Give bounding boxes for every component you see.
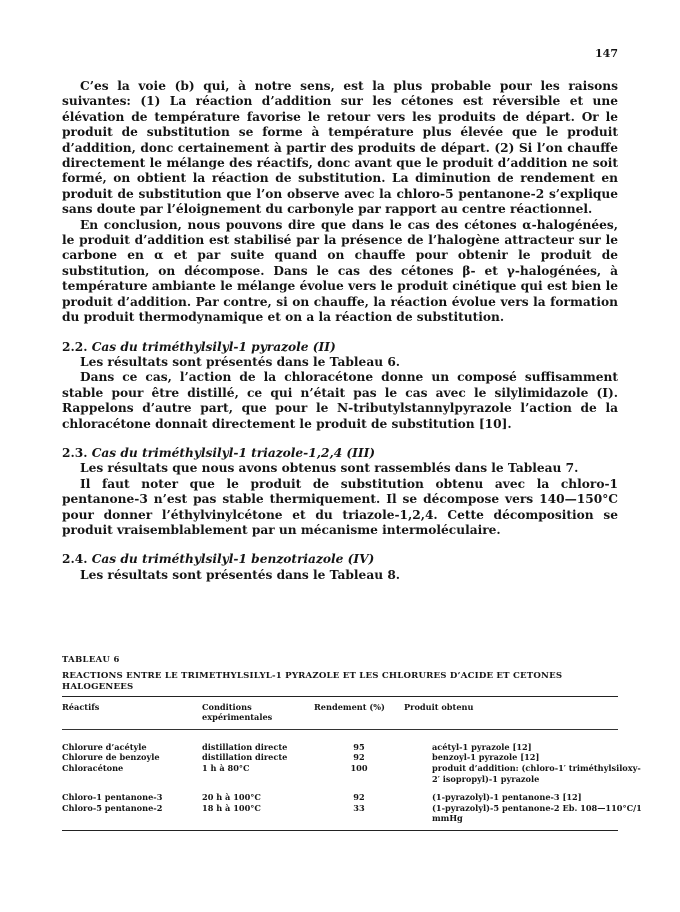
column-header: Produit obtenu (404, 701, 474, 712)
results-table-body (62, 730, 646, 824)
paragraph: Il faut noter que le produit de substitution obtenu avec la chloro-1 pentanone-3 n’est pas stable thermiquement. Il se décompose vers 140—150°C pour donner l’éthylvinylcétone et du triazole-1,2,4. Cette décomposition se produit vraisemblablement par un mécanisme intermoléculaire. (62, 476, 618, 537)
table-cell: Chlorure de benzoyle (62, 752, 160, 763)
section-title: Cas du triméthylsilyl-1 benzotriazole (IV) (91, 552, 375, 567)
column-header: Réactifs (62, 701, 100, 712)
table-cell: produit d’addition: (chloro-1′ triméthylsiloxy-2′ isopropyl)-1 pyrazole (432, 762, 641, 784)
table-row (62, 752, 646, 763)
paragraph: C’es la voie (b) qui, à notre sens, est la plus probable pour les raisons suivantes: (1) La réaction d’addition sur les cétones est réversible et une élévation de température favorise le retour vers les produits de départ. Or le produit de substitution se forme à température plus élevée que le produit d’addition, donc certainement à partir des produits de départ. (2) Si l’on chauffe directement le mélange des réactifs, donc avant que le produit d’addition ne soit formé, on obtient la réaction de substitution. La diminution de rendement en produit de substitution que l’on observe avec la chloro-5 pentanone-2 s’explique sans doute par l’éloignement du carbonyle par rapport au centre réactionnel. (62, 79, 618, 217)
table-cell: Chloro-5 pentanone-2 (62, 802, 163, 813)
table-row (62, 803, 646, 824)
column-header: Conditions expérimentales (202, 701, 273, 723)
paragraph: Les résultats que nous avons obtenus sont rassemblés dans le Tableau 7. (80, 461, 579, 476)
table-cell: acétyl-1 pyrazole [12] (432, 741, 532, 752)
section-heading-2-2 (62, 340, 618, 355)
table-row (62, 730, 646, 753)
table-cell: 33 (353, 802, 365, 813)
table-6 (62, 654, 642, 831)
section-number: 2.4. (62, 552, 88, 567)
body-text (62, 79, 618, 583)
section-heading-2-4 (62, 552, 618, 567)
table-row (62, 784, 646, 803)
table-cell: distillation directe (202, 741, 288, 752)
paragraph: Dans ce cas, l’action de la chloracétone donne un composé suffisamment stable pour être distillé, ce qui n’était pas le cas avec le silylimidazole (I). Rappelons d’autre part, que pour le N-tributylstannylpyrazole l’action de la chloracétone donnait directement le produit de substitution [10]. (62, 370, 618, 431)
table-title: REACTIONS ENTRE LE TRIMETHYLSILYL-1 PYRAZOLE ET LES CHLORURES D’ACIDE ET CETONES HALOGENEES (62, 670, 563, 692)
paragraph: En conclusion, nous pouvons dire que dans le cas des cétones α-halogénées, le produit d’addition est stabilisé par la présence de l’halogène attracteur sur le carbone en α et par suite quand on chauffe pour obtenir le produit de substitution, on décompose. Dans le cas des cétones β- et γ-halogénées, à température ambiante le mélange évolue vers le produit cinétique qui est bien le produit d’addition. Par contre, si on chauffe, la réaction évolue vers la formation du produit thermodynamique et on a la réaction de substitution. (62, 217, 618, 325)
section-title: Cas du triméthylsilyl-1 triazole-1,2,4 (III) (91, 445, 376, 460)
column-header: Rendement (%) (314, 701, 385, 712)
results-table (62, 697, 618, 729)
table-row (62, 763, 646, 784)
page-number: 147 (595, 47, 618, 60)
table-header-row (62, 697, 618, 729)
table-cell: Chloro-1 pentanone-3 (62, 792, 163, 803)
table-cell: (1-pyrazolyl)-1 pentanone-3 [12] (432, 792, 582, 803)
table-cell: 18 h à 100°C (202, 802, 261, 813)
section-title: Cas du triméthylsilyl-1 pyrazole (II) (91, 339, 336, 354)
table-cell: 20 h à 100°C (202, 792, 261, 803)
table-cell: 95 (353, 741, 365, 752)
table-cell: distillation directe (202, 752, 288, 763)
table-cell: 92 (353, 792, 365, 803)
section-number: 2.3. (62, 445, 88, 460)
table-cell: 1 h à 80°C (202, 762, 250, 773)
table-bottom-rule (62, 830, 618, 831)
table-cell: 92 (353, 752, 365, 763)
table-cell: 100 (350, 762, 368, 773)
table-cell: Chlorure d’acétyle (62, 741, 147, 752)
paragraph: Les résultats sont présentés dans le Tableau 8. (80, 567, 401, 582)
section-heading-2-3 (62, 446, 618, 461)
section-number: 2.2. (62, 339, 88, 354)
table-cell: benzoyl-1 pyrazole [12] (432, 752, 540, 763)
table-cell: (1-pyrazolyl)-5 pentanone-2 Eb. 108—110°C/1 mmHg (432, 802, 642, 824)
table-label: TABLEAU 6 (62, 654, 120, 664)
paragraph: Les résultats sont présentés dans le Tableau 6. (80, 354, 401, 369)
table-cell: Chloracétone (62, 762, 124, 773)
